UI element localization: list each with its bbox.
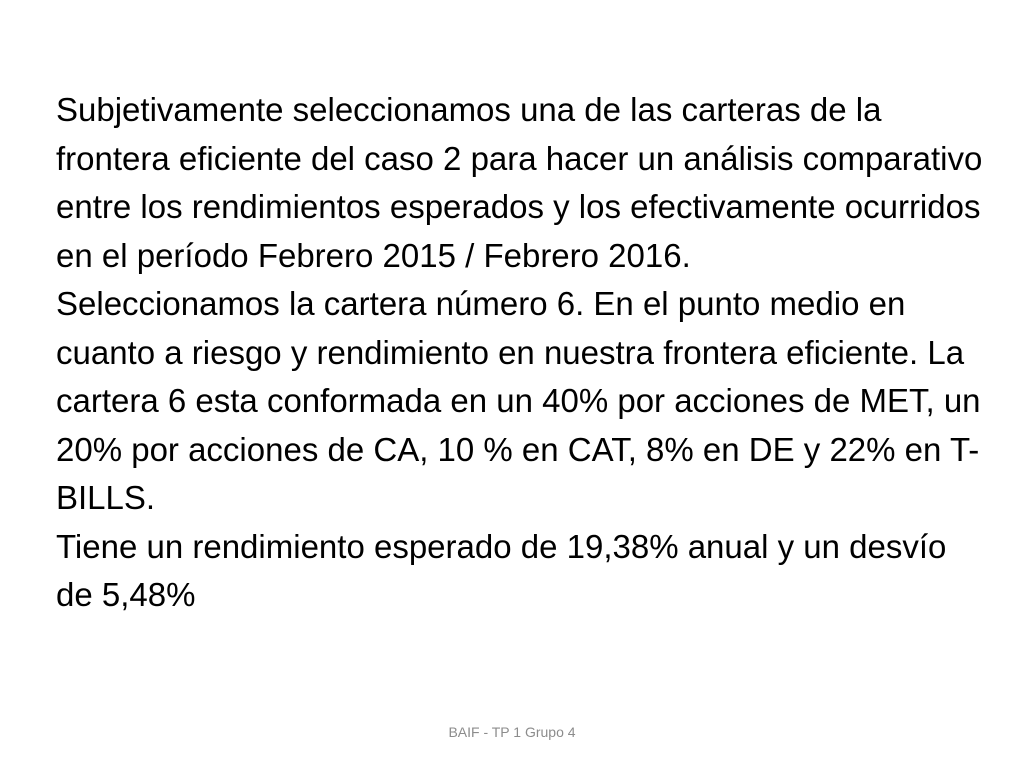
slide-body — [56, 86, 986, 620]
paragraph-portfolio-composition: Seleccionamos la cartera número 6. En el punto medio en cuanto a riesgo y rendimiento en nuestra frontera eficiente. La cartera 6 esta conformada en un 40% por acciones de MET, un 20% por acciones de CA, 10 % en CAT, 8% en DE y 22% en T-BILLS. — [56, 285, 981, 516]
paragraph-expected-return: Tiene un rendimiento esperado de 19,38% anual y un desvío de 5,48% — [56, 527, 947, 613]
paragraph-selection: Subjetivamente seleccionamos una de las carteras de la frontera eficiente del caso 2 para hacer un análisis comparativo entre los rendimientos esperados y los efectivamente ocurridos en el período Febrero 2015 / Febrero 2016. — [56, 91, 983, 274]
slide-footer: BAIF - TP 1 Grupo 4 — [448, 724, 576, 740]
